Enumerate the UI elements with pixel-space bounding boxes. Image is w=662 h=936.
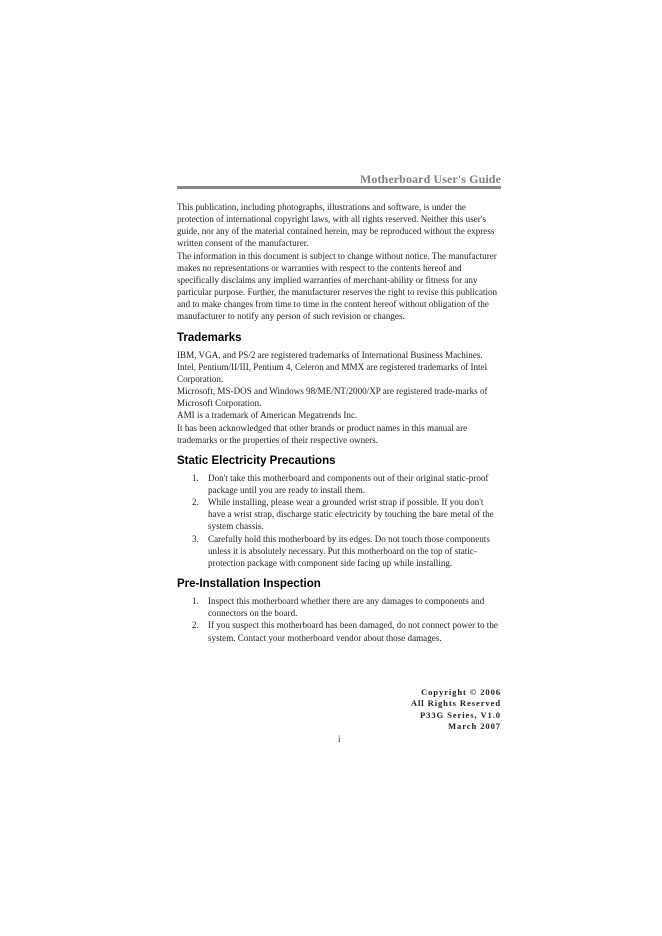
date-line: March 2007 (448, 720, 501, 731)
trademark-paragraph: Microsoft, MS-DOS and Windows 98/ME/NT/2000/XP are registered trade-marks of Microsoft Corporation. (177, 386, 488, 409)
intro-paragraph-1: This publication, including photographs, illustrations and software, is under the protection of international copyright laws, with all rights reserved. Neither this user's guide, nor any of the material contained herein, may be reproduced without the express written consent of the manufacturer. (177, 202, 495, 249)
trademark-paragraph: It has been acknowledged that other brands or product names in this manual are trademarks or the properties of their respective owners. (177, 422, 468, 445)
rights-line: All Rights Reserved (410, 698, 501, 709)
list-item-number: 2. (192, 497, 199, 508)
copyright-line: Copyright © 2006 (420, 687, 501, 697)
list-item-text: Carefully hold this motherboard by its edges. Do not touch those components unless it is absolutely necessary. Put this motherboard on the top of static-protection package with component side facing up while installing. (208, 533, 490, 568)
trademarks-heading: Trademarks (177, 331, 242, 344)
static-precautions-list (177, 472, 501, 569)
list-item (177, 533, 501, 569)
copyright-block (411, 687, 501, 732)
intro-paragraph-2: The information in this document is subject to change without notice. The manufacturer makes no representations or warranties with respect to the contents hereof and specifically disclaims any implied warranties of merchant-ability or fitness for any particular purpose. Further, the manufacturer reserves the right to revise this publication and to make changes from time to time in the content hereof without obligation of the manufacturer to notify any person of such revision or changes. (177, 250, 498, 322)
version-line: P33G Series, V1.0 (419, 709, 501, 720)
list-item (177, 496, 501, 532)
page-number: i (338, 734, 341, 744)
list-item (177, 619, 501, 643)
list-item-number: 3. (192, 533, 199, 544)
inspection-heading: Pre-Installation Inspection (177, 578, 321, 591)
list-item (177, 472, 501, 496)
list-item-number: 2. (192, 620, 199, 631)
list-item (177, 595, 501, 619)
trademark-paragraph: AMI is a trademark of American Megatrends Inc. (177, 410, 358, 421)
inspection-list (177, 595, 501, 644)
trademark-paragraph: Intel, Pentium/II/III, Pentium 4, Celeron and MMX are registered trademarks of Intel Corporation. (177, 361, 488, 384)
static-precautions-heading: Static Electricity Precautions (177, 454, 336, 467)
list-item-text: While installing, please wear a grounded wrist strap if possible. If you don't have a wrist strap, discharge static electricity by touching the bare metal of the system chassis. (208, 497, 494, 532)
list-item-number: 1. (192, 472, 199, 483)
list-item-text: Inspect this motherboard whether there are any damages to components and connectors on the board. (208, 596, 485, 619)
running-header-title: Motherboard User's Guide (359, 172, 501, 186)
trademark-paragraph: IBM, VGA, and PS/2 are registered trademarks of International Business Machines. (177, 349, 483, 360)
list-item-number: 1. (192, 596, 199, 607)
list-item-text: Don't take this motherboard and components out of their original static-proof package until you are ready to install them. (208, 472, 489, 495)
page-content (177, 201, 501, 644)
list-item-text: If you suspect this motherboard has been damaged, do not connect power to the system. Contact your motherboard vendor about those damages. (208, 620, 498, 643)
header-rule (177, 186, 501, 189)
